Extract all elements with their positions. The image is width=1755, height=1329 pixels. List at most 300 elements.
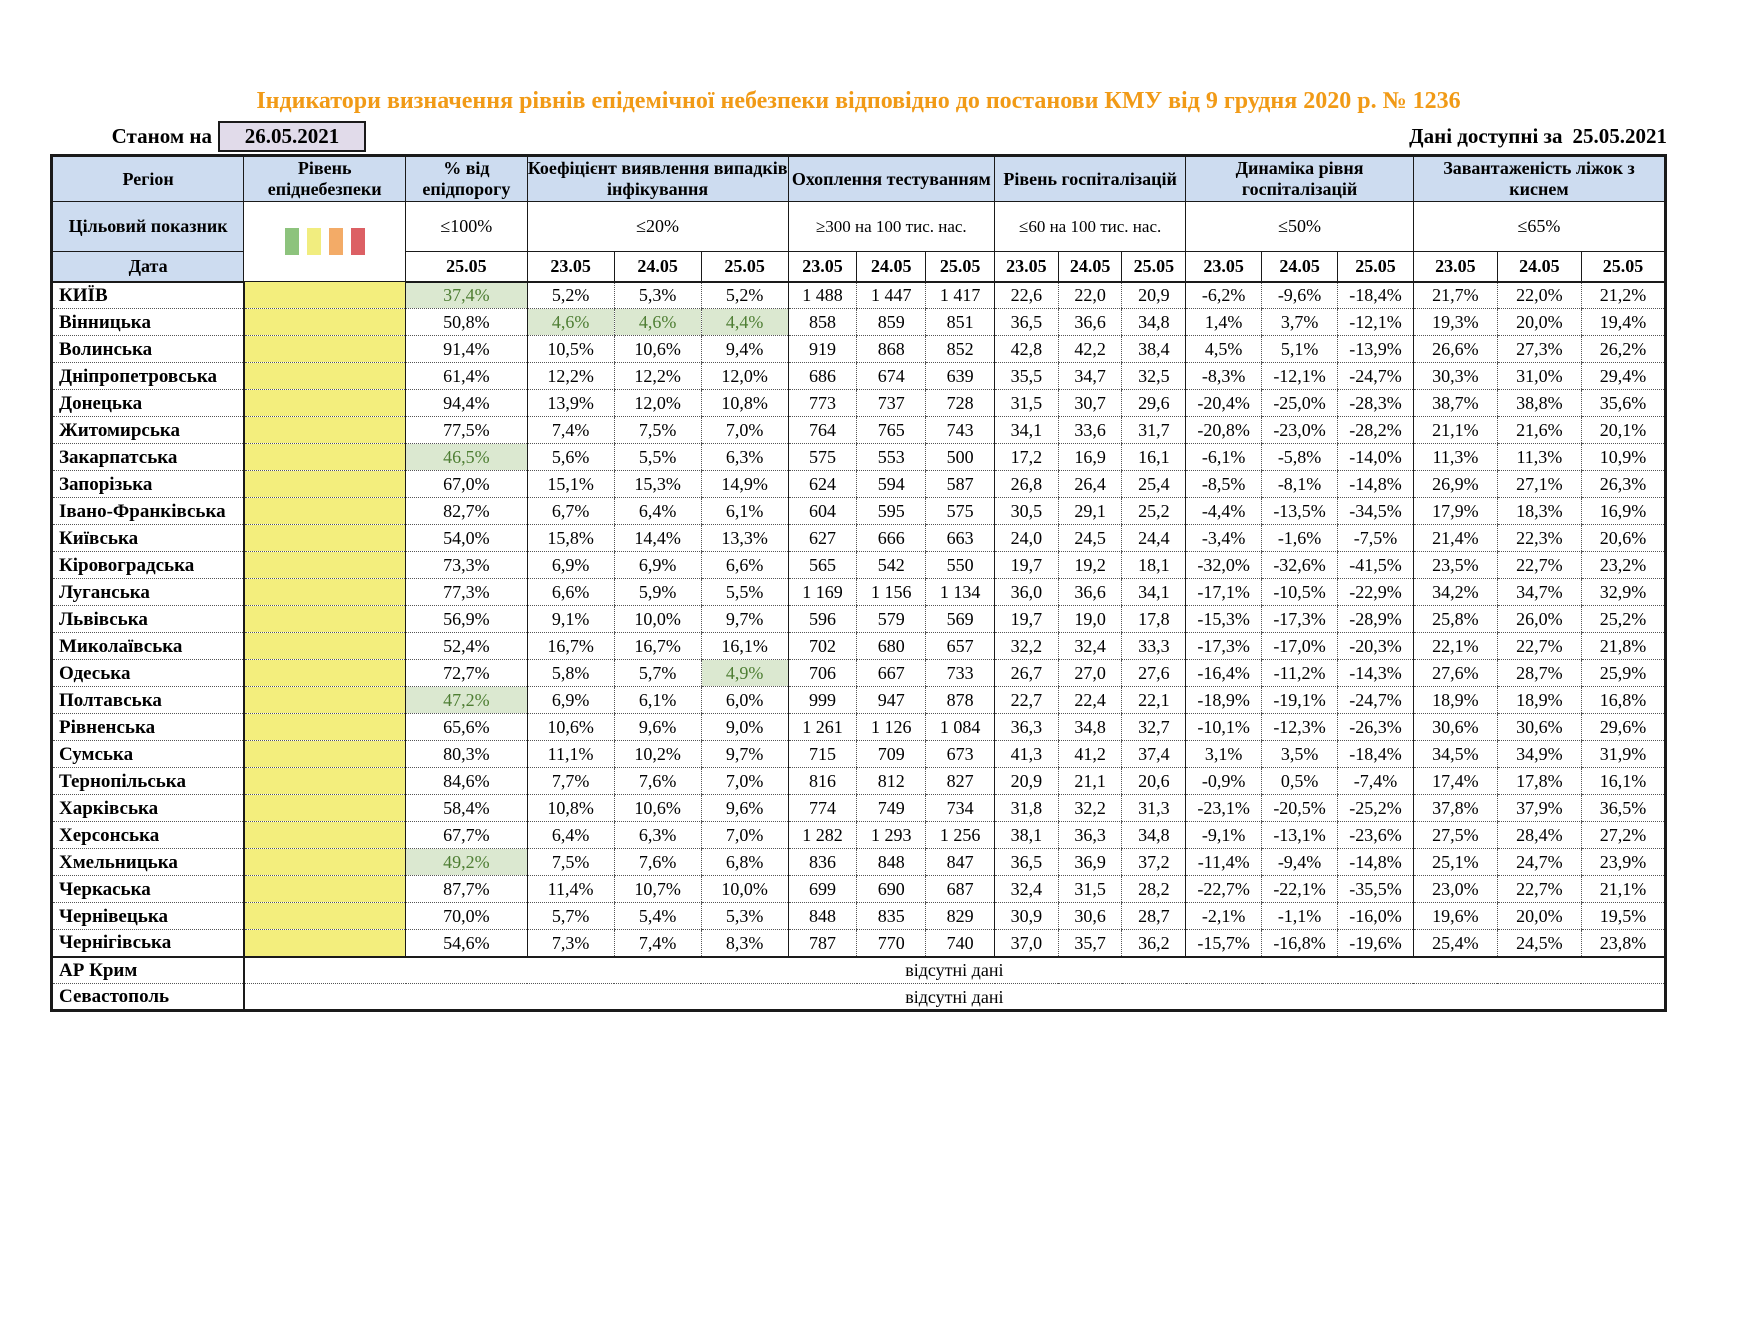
value-cell: 847 [926,849,995,876]
value-cell: 18,9% [1497,687,1581,714]
value-cell: 13,9% [527,390,614,417]
value-cell: 1 156 [857,579,926,606]
region-row [52,579,1666,606]
value-cell: 10,8% [527,795,614,822]
date-cell: 23.05 [527,252,614,282]
value-cell: -2,1% [1186,903,1262,930]
value-cell: 9,7% [701,606,788,633]
value-cell: 37,9% [1497,795,1581,822]
value-cell: 24,7% [1497,849,1581,876]
pct-threshold-column-header: % від епідпорогу [406,156,527,202]
value-cell: 19,6% [1413,903,1497,930]
value-cell: 1 084 [926,714,995,741]
value-cell: 1 282 [788,822,857,849]
danger-level-cell [244,606,406,633]
value-cell: 36,6 [1058,309,1122,336]
value-cell: 3,5% [1262,741,1338,768]
value-cell: 32,9% [1581,579,1665,606]
value-cell: -20,5% [1262,795,1338,822]
value-cell: 709 [857,741,926,768]
value-cell: 666 [857,525,926,552]
target-pct: ≤100% [406,202,527,252]
date-cell: 25.05 [1122,252,1186,282]
value-cell: 5,2% [701,282,788,309]
value-cell: 23,8% [1581,930,1665,957]
value-cell: 38,4 [1122,336,1186,363]
absent-data-cell: відсутні дані [244,984,1666,1011]
value-cell: 11,3% [1413,444,1497,471]
region-name: Волинська [52,336,244,363]
date-cell: 25.05 [406,252,527,282]
target-row-label: Цільовий показник [52,202,244,252]
value-cell: 16,1 [1122,444,1186,471]
value-cell: -17,1% [1186,579,1262,606]
value-cell: -19,1% [1262,687,1338,714]
value-cell: 1 256 [926,822,995,849]
date-cell: 25.05 [1338,252,1414,282]
value-cell: -19,6% [1338,930,1414,957]
value-cell: -35,5% [1338,876,1414,903]
value-cell: 35,5 [995,363,1059,390]
value-cell: 10,9% [1581,444,1665,471]
value-cell: 12,2% [527,363,614,390]
value-cell: 1 261 [788,714,857,741]
value-cell: 7,5% [527,849,614,876]
legend-yellow-swatch [307,228,321,255]
value-cell: -24,7% [1338,363,1414,390]
indicators-table [50,154,1667,1012]
value-cell: 5,3% [614,282,701,309]
danger-level-cell [244,390,406,417]
value-cell: -13,9% [1338,336,1414,363]
value-cell: 16,7% [527,633,614,660]
value-cell: 553 [857,444,926,471]
region-row [52,822,1666,849]
region-name: АР Крим [52,957,244,984]
value-cell: -1,1% [1262,903,1338,930]
value-cell: 12,0% [701,363,788,390]
value-cell: 10,6% [614,336,701,363]
value-cell: 687 [926,876,995,903]
value-cell: 36,3 [1058,822,1122,849]
value-cell: 35,6% [1581,390,1665,417]
value-cell: -9,1% [1186,822,1262,849]
value-cell: 5,5% [614,444,701,471]
value-cell: 3,1% [1186,741,1262,768]
value-cell: 5,3% [701,903,788,930]
value-cell: 37,2 [1122,849,1186,876]
region-row [52,363,1666,390]
value-cell: 17,8% [1497,768,1581,795]
hospitalization-dynamics-column-header: Динаміка рівня госпіталізацій [1186,156,1414,202]
region-row [52,660,1666,687]
value-cell: 829 [926,903,995,930]
region-name: Херсонська [52,822,244,849]
value-cell: 30,9 [995,903,1059,930]
target-hospitalization: ≤60 на 100 тис. нас. [995,202,1186,252]
value-cell: 84,6% [406,768,527,795]
value-cell: 734 [926,795,995,822]
value-cell: -0,9% [1186,768,1262,795]
value-cell: 30,3% [1413,363,1497,390]
value-cell: 6,9% [527,687,614,714]
value-cell: -14,3% [1338,660,1414,687]
legend-red-swatch [351,228,365,255]
data-available-date: 25.05.2021 [1572,124,1667,148]
value-cell: 699 [788,876,857,903]
region-row [52,849,1666,876]
value-cell: 6,6% [701,552,788,579]
value-cell: 774 [788,795,857,822]
value-cell: -8,3% [1186,363,1262,390]
region-name: КИЇВ [52,282,244,309]
value-cell: -16,8% [1262,930,1338,957]
value-cell: 9,6% [701,795,788,822]
value-cell: 686 [788,363,857,390]
region-row [52,768,1666,795]
value-cell: 77,5% [406,417,527,444]
value-cell: 22,1 [1122,687,1186,714]
date-cell: 23.05 [995,252,1059,282]
value-cell: 7,6% [614,849,701,876]
value-cell: 6,6% [527,579,614,606]
value-cell: 18,1 [1122,552,1186,579]
value-cell: 31,3 [1122,795,1186,822]
value-cell: 663 [926,525,995,552]
page-title: Індикатори визначення рівнів епідемічної небезпеки відповідно до постанови КМУ від 9 грудня 2020 р. № 1236 [256,88,1461,114]
region-name: Тернопільська [52,768,244,795]
region-row [52,876,1666,903]
value-cell: 16,7% [614,633,701,660]
value-cell: 737 [857,390,926,417]
value-cell: 17,2 [995,444,1059,471]
danger-level-cell [244,714,406,741]
value-cell: -28,3% [1338,390,1414,417]
value-cell: 4,6% [614,309,701,336]
value-cell: -4,4% [1186,498,1262,525]
value-cell: 6,0% [701,687,788,714]
value-cell: 80,3% [406,741,527,768]
value-cell: 32,7 [1122,714,1186,741]
value-cell: -17,3% [1186,633,1262,660]
value-cell: 77,3% [406,579,527,606]
value-cell: 19,0 [1058,606,1122,633]
value-cell: -20,8% [1186,417,1262,444]
value-cell: 25,9% [1581,660,1665,687]
value-cell: 4,4% [701,309,788,336]
danger-level-cell [244,660,406,687]
value-cell: 667 [857,660,926,687]
value-cell: 19,4% [1581,309,1665,336]
region-name: Чернігівська [52,930,244,957]
value-cell: 21,1% [1581,876,1665,903]
region-name: Житомирська [52,417,244,444]
value-cell: -28,2% [1338,417,1414,444]
value-cell: 50,8% [406,309,527,336]
value-cell: 596 [788,606,857,633]
value-cell: -18,4% [1338,282,1414,309]
value-cell: 835 [857,903,926,930]
value-cell: 31,9% [1581,741,1665,768]
value-cell: 1 134 [926,579,995,606]
value-cell: 20,6% [1581,525,1665,552]
target-testing: ≥300 на 100 тис. нас. [788,202,994,252]
value-cell: 67,0% [406,471,527,498]
value-cell: 7,6% [614,768,701,795]
value-cell: 10,2% [614,741,701,768]
value-cell: 6,1% [701,498,788,525]
value-cell: 26,9% [1413,471,1497,498]
value-cell: 1 447 [857,282,926,309]
value-cell: 5,1% [1262,336,1338,363]
value-cell: 787 [788,930,857,957]
value-cell: 36,2 [1122,930,1186,957]
value-cell: 37,4% [406,282,527,309]
value-cell: 4,6% [527,309,614,336]
danger-level-cell [244,822,406,849]
value-cell: 919 [788,336,857,363]
value-cell: -14,8% [1338,849,1414,876]
value-cell: 42,2 [1058,336,1122,363]
region-row [52,390,1666,417]
value-cell: 25,4% [1413,930,1497,957]
value-cell: 22,7% [1497,552,1581,579]
value-cell: 816 [788,768,857,795]
value-cell: 24,0 [995,525,1059,552]
value-cell: 0,5% [1262,768,1338,795]
value-cell: 27,0 [1058,660,1122,687]
value-cell: 17,4% [1413,768,1497,795]
value-cell: 31,5 [1058,876,1122,903]
value-cell: 740 [926,930,995,957]
value-cell: 6,4% [527,822,614,849]
danger-level-cell [244,552,406,579]
value-cell: 604 [788,498,857,525]
value-cell: 10,8% [701,390,788,417]
value-cell: -28,9% [1338,606,1414,633]
region-row [52,633,1666,660]
value-cell: 624 [788,471,857,498]
region-name: Рівненська [52,714,244,741]
value-cell: -9,6% [1262,282,1338,309]
value-cell: 848 [857,849,926,876]
value-cell: 657 [926,633,995,660]
date-row-label: Дата [52,252,244,282]
value-cell: 32,5 [1122,363,1186,390]
value-cell: 5,7% [527,903,614,930]
value-cell: 28,7 [1122,903,1186,930]
value-cell: 31,7 [1122,417,1186,444]
value-cell: 41,3 [995,741,1059,768]
column-header-row [52,156,1666,202]
value-cell: 11,3% [1497,444,1581,471]
value-cell: 19,3% [1413,309,1497,336]
value-cell: 770 [857,930,926,957]
danger-level-cell [244,417,406,444]
value-cell: 10,7% [614,876,701,903]
as-of-label: Станом на [111,124,212,148]
value-cell: 999 [788,687,857,714]
value-cell: -8,1% [1262,471,1338,498]
value-cell: 878 [926,687,995,714]
value-cell: 27,1% [1497,471,1581,498]
value-cell: 54,0% [406,525,527,552]
value-cell: 16,1% [1581,768,1665,795]
value-cell: 30,7 [1058,390,1122,417]
value-cell: 715 [788,741,857,768]
region-name: Севастополь [52,984,244,1011]
value-cell: 7,3% [527,930,614,957]
value-cell: 24,4 [1122,525,1186,552]
region-name: Харківська [52,795,244,822]
value-cell: -14,8% [1338,471,1414,498]
data-available-label: Дані доступні за [1409,124,1563,148]
value-cell: 34,7 [1058,363,1122,390]
value-cell: 1 417 [926,282,995,309]
date-cell: 24.05 [1058,252,1122,282]
danger-level-cell [244,471,406,498]
value-cell: -22,7% [1186,876,1262,903]
value-cell: -34,5% [1338,498,1414,525]
region-name: Полтавська [52,687,244,714]
value-cell: -41,5% [1338,552,1414,579]
danger-level-cell [244,849,406,876]
value-cell: 812 [857,768,926,795]
value-cell: -26,3% [1338,714,1414,741]
value-cell: 575 [926,498,995,525]
value-cell: 72,7% [406,660,527,687]
value-cell: 30,6% [1497,714,1581,741]
value-cell: 749 [857,795,926,822]
danger-level-cell [244,579,406,606]
value-cell: 87,7% [406,876,527,903]
value-cell: 9,6% [614,714,701,741]
danger-level-cell [244,633,406,660]
value-cell: 16,9% [1581,498,1665,525]
value-cell: 8,3% [701,930,788,957]
value-cell: -32,6% [1262,552,1338,579]
region-row [52,552,1666,579]
value-cell: -1,6% [1262,525,1338,552]
value-cell: -23,1% [1186,795,1262,822]
subheader [50,121,1667,152]
value-cell: 852 [926,336,995,363]
value-cell: 27,6% [1413,660,1497,687]
value-cell: 827 [926,768,995,795]
date-cell: 23.05 [788,252,857,282]
value-cell: 7,4% [527,417,614,444]
value-cell: 19,7 [995,552,1059,579]
value-cell: 11,4% [527,876,614,903]
value-cell: 21,7% [1413,282,1497,309]
value-cell: 22,0% [1497,282,1581,309]
value-cell: -25,0% [1262,390,1338,417]
value-cell: -11,4% [1186,849,1262,876]
value-cell: 5,5% [701,579,788,606]
value-cell: 31,0% [1497,363,1581,390]
value-cell: 1 126 [857,714,926,741]
value-cell: 36,6 [1058,579,1122,606]
value-cell: -6,2% [1186,282,1262,309]
value-cell: 851 [926,309,995,336]
value-cell: 702 [788,633,857,660]
value-cell: 27,3% [1497,336,1581,363]
value-cell: 25,2% [1581,606,1665,633]
date-cell: 23.05 [1413,252,1497,282]
value-cell: -10,1% [1186,714,1262,741]
value-cell: 23,2% [1581,552,1665,579]
value-cell: -8,5% [1186,471,1262,498]
value-cell: 38,1 [995,822,1059,849]
value-cell: 36,9 [1058,849,1122,876]
value-cell: 18,9% [1413,687,1497,714]
value-cell: -3,4% [1186,525,1262,552]
value-cell: 34,8 [1122,309,1186,336]
value-cell: 728 [926,390,995,417]
value-cell: 20,9 [995,768,1059,795]
region-name: Чернівецька [52,903,244,930]
value-cell: 37,0 [995,930,1059,957]
value-cell: 10,6% [614,795,701,822]
value-cell: 743 [926,417,995,444]
value-cell: 690 [857,876,926,903]
value-cell: 58,4% [406,795,527,822]
value-cell: 32,2 [1058,795,1122,822]
value-cell: 14,9% [701,471,788,498]
region-name: Одеська [52,660,244,687]
value-cell: 37,4 [1122,741,1186,768]
danger-legend-cell [244,202,406,282]
value-cell: 27,2% [1581,822,1665,849]
value-cell: 6,9% [527,552,614,579]
value-cell: 42,8 [995,336,1059,363]
value-cell: 733 [926,660,995,687]
value-cell: 25,8% [1413,606,1497,633]
danger-level-cell [244,282,406,309]
value-cell: 17,9% [1413,498,1497,525]
value-cell: 764 [788,417,857,444]
danger-level-cell [244,903,406,930]
value-cell: 27,5% [1413,822,1497,849]
date-cell: 24.05 [1262,252,1338,282]
region-row [52,444,1666,471]
value-cell: 30,6 [1058,903,1122,930]
value-cell: -12,3% [1262,714,1338,741]
value-cell: 14,4% [614,525,701,552]
value-cell: -7,4% [1338,768,1414,795]
value-cell: -13,1% [1262,822,1338,849]
value-cell: 575 [788,444,857,471]
value-cell: 22,6 [995,282,1059,309]
value-cell: 31,5 [995,390,1059,417]
value-cell: 5,9% [614,579,701,606]
value-cell: 10,5% [527,336,614,363]
value-cell: 5,2% [527,282,614,309]
value-cell: 34,9% [1497,741,1581,768]
region-row [52,741,1666,768]
value-cell: -14,0% [1338,444,1414,471]
value-cell: 23,5% [1413,552,1497,579]
value-cell: -18,9% [1186,687,1262,714]
value-cell: 19,2 [1058,552,1122,579]
danger-level-cell [244,309,406,336]
value-cell: 36,0 [995,579,1059,606]
value-cell: 15,3% [614,471,701,498]
value-cell: 21,1% [1413,417,1497,444]
value-cell: 32,4 [995,876,1059,903]
value-cell: 6,4% [614,498,701,525]
value-cell: 20,9 [1122,282,1186,309]
